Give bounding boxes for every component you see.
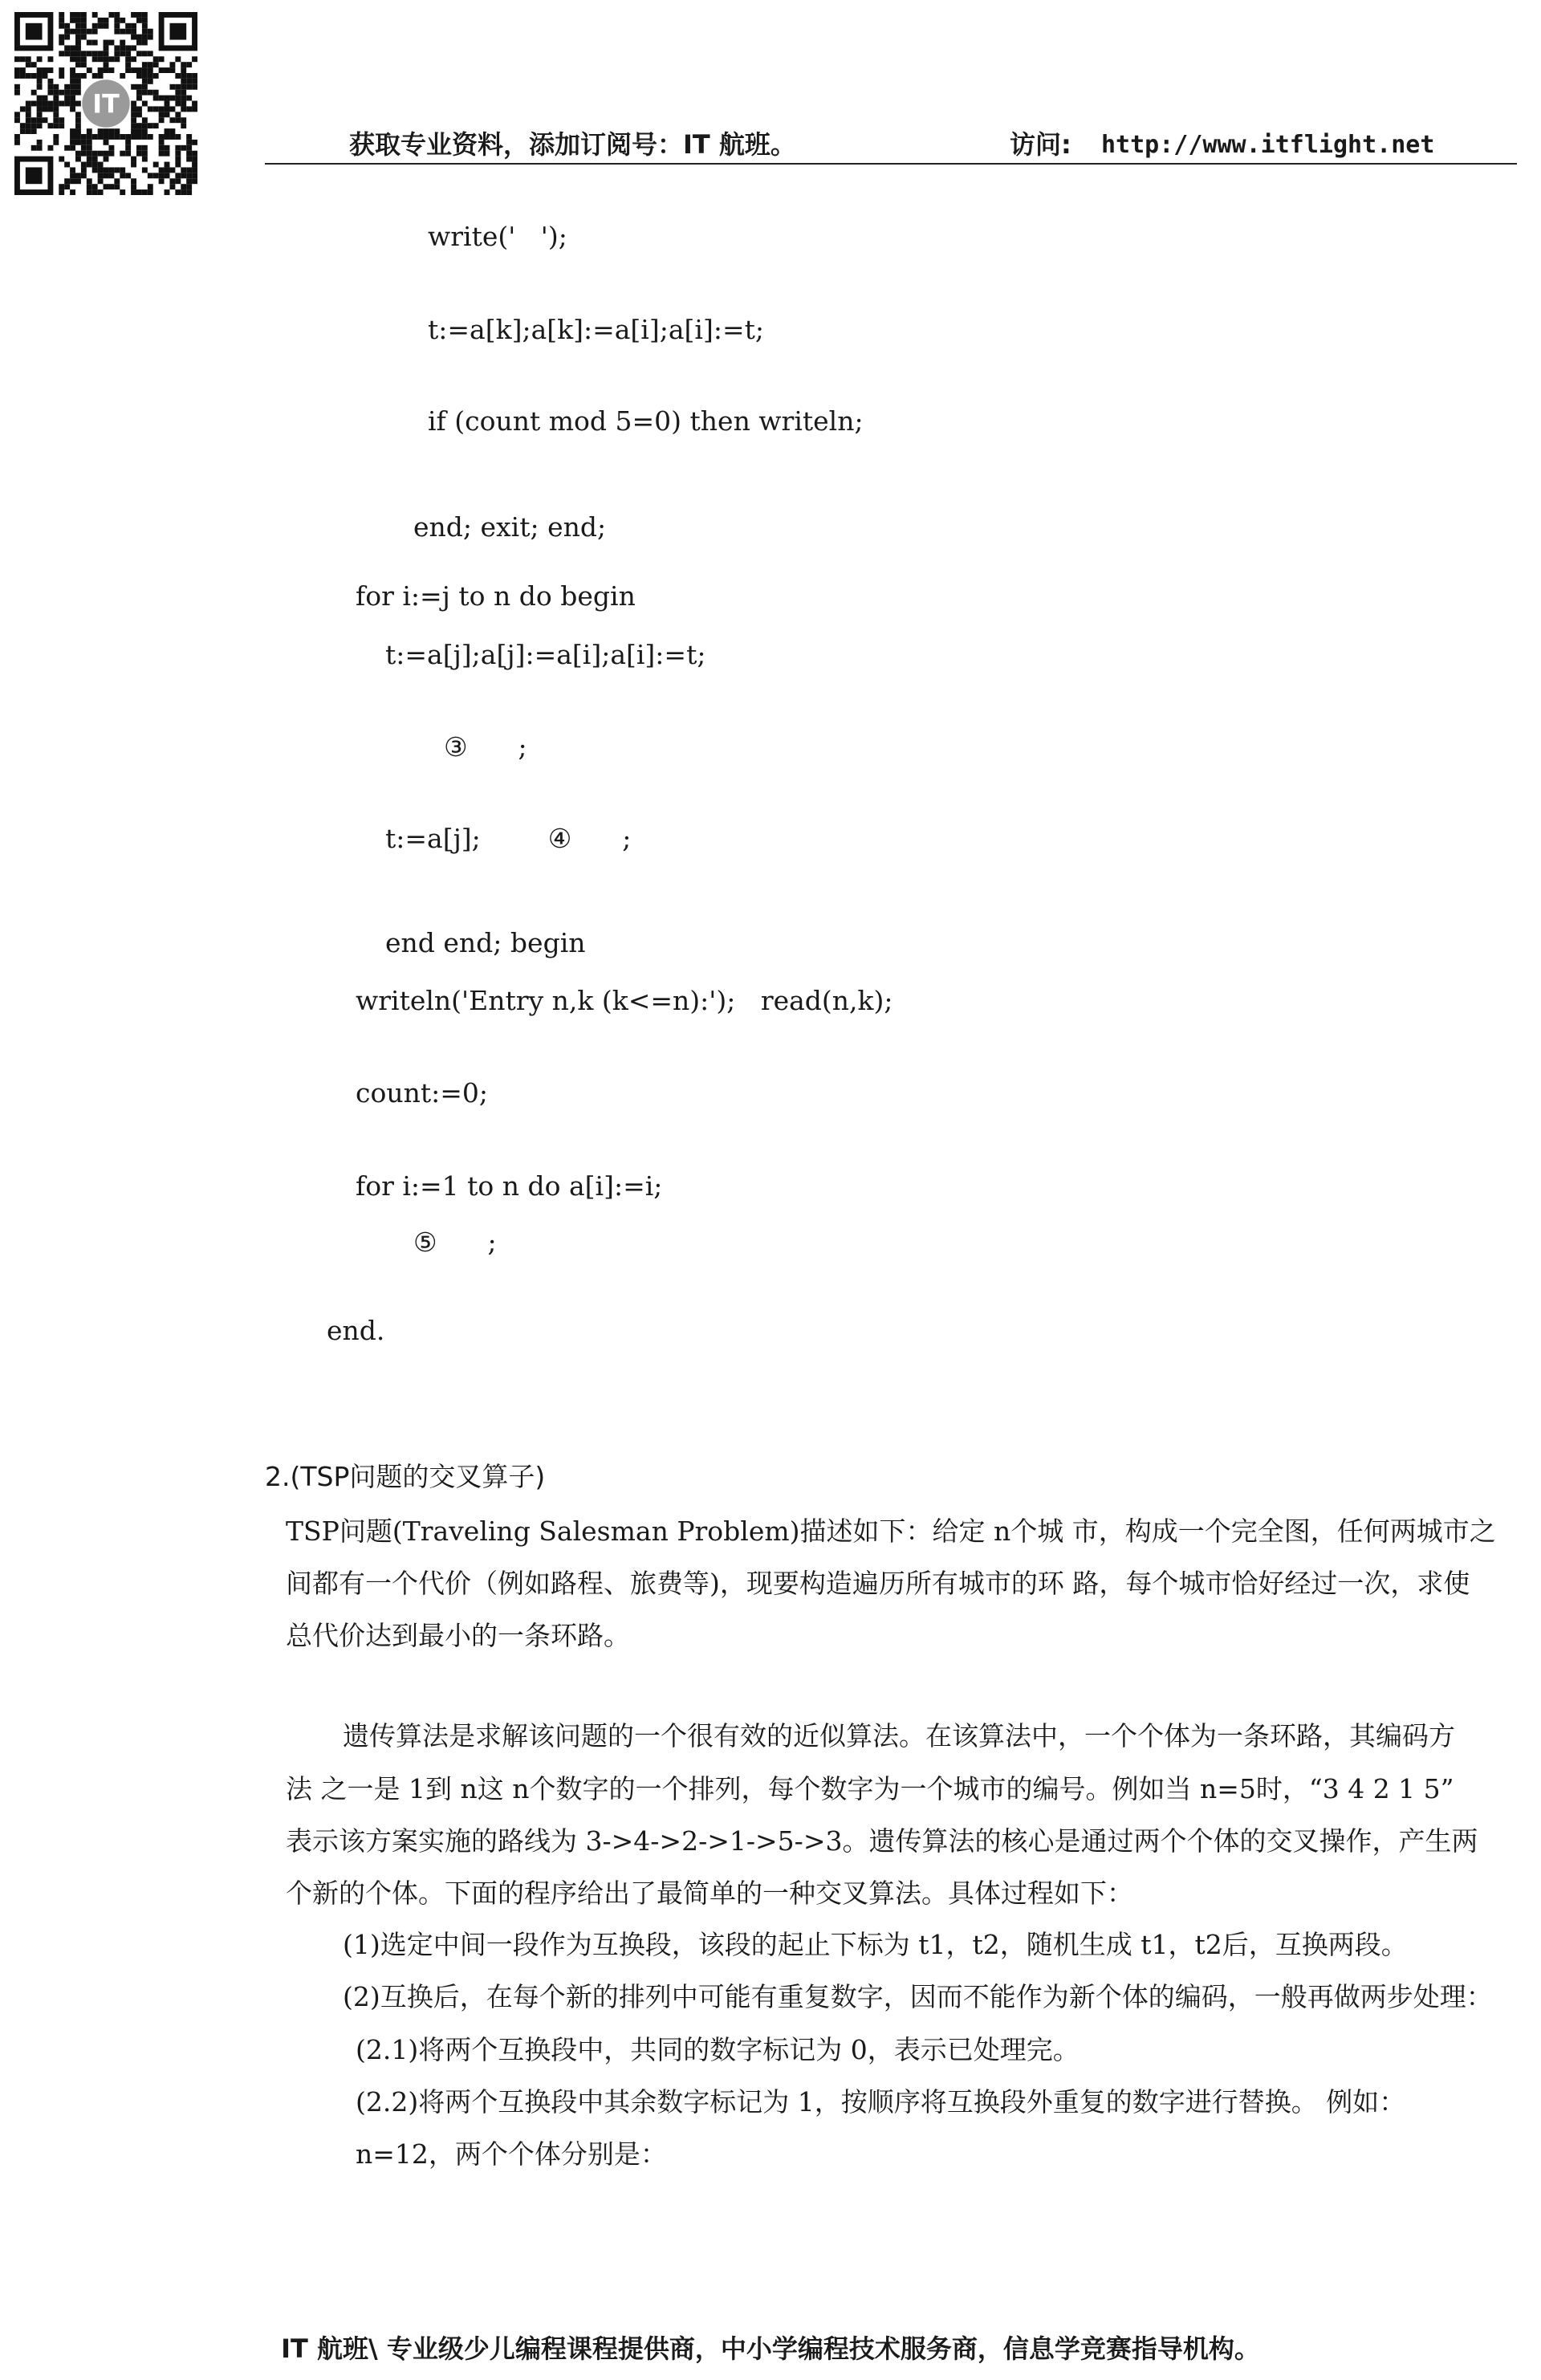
step-item: (2.1)将两个互换段中，共同的数字标记为 0，表示已处理完。 bbox=[356, 2034, 1080, 2065]
step-item: (2)互换后，在每个新的排列中可能有重复数字，因而不能作为新个体的编码，一般再做两步处理： bbox=[343, 1981, 1493, 2012]
code-line: end end; begin bbox=[385, 927, 586, 958]
code-blank-3: ③ ; bbox=[444, 731, 527, 763]
paragraph-line: 表示该方案实施的路线为 3->4->2->1->5->3。遗传算法的核心是通过两个个体的交叉操作，产生两 bbox=[286, 1825, 1478, 1857]
code-blank-5: ⑤ ; bbox=[413, 1227, 497, 1258]
code-line: write(' '); bbox=[428, 221, 567, 252]
header-visit-label: 访问: bbox=[1010, 129, 1071, 160]
paragraph-line: 遗传算法是求解该问题的一个很有效的近似算法。在该算法中，一个个体为一条环路，其编码方 bbox=[343, 1720, 1455, 1751]
page-footer: IT 航班\ 专业级少儿编程课程提供商，中小学编程技术服务商，信息学竞赛指导机构。 bbox=[281, 2333, 1260, 2364]
header-slogan: 获取专业资料，添加订阅号：IT 航班。 bbox=[349, 129, 796, 160]
code-line: t:=a[j];a[j]:=a[i];a[i]:=t; bbox=[385, 639, 706, 670]
section-heading: 2.(TSP问题的交叉算子) bbox=[265, 1461, 546, 1492]
qr-code-image bbox=[14, 12, 197, 195]
paragraph-line: TSP问题(Traveling Salesman Problem)描述如下：给定 n个城 市，构成一个完全图，任何两城市之 bbox=[286, 1515, 1496, 1547]
step-item: (2.2)将两个互换段中其余数字标记为 1，按顺序将互换段外重复的数字进行替换。 例如： bbox=[356, 2086, 1406, 2118]
code-line: end; exit; end; bbox=[413, 511, 607, 543]
paragraph-line: 总代价达到最小的一条环路。 bbox=[286, 1620, 630, 1651]
header-divider bbox=[265, 163, 1517, 165]
paragraph-line: 个新的个体。下面的程序给出了最简单的一种交叉算法。具体过程如下： bbox=[286, 1878, 1133, 1909]
code-line: for i:=1 to n do a[i]:=i; bbox=[356, 1170, 663, 1202]
code-line: if (count mod 5=0) then writeln; bbox=[428, 405, 864, 437]
qr-logo-text: IT bbox=[92, 90, 120, 120]
paragraph-line: 法 之一是 1到 n这 n个数字的一个排列，每个数字为一个城市的编号。例如当 n=5时，“3 4 2 1 5” bbox=[286, 1773, 1454, 1804]
step-item: (1)选定中间一段作为互换段，该段的起止下标为 t1，t2，随机生成 t1，t2后，互换两段。 bbox=[343, 1929, 1408, 1960]
code-line: for i:=j to n do begin bbox=[356, 580, 636, 612]
code-line: count:=0; bbox=[356, 1077, 488, 1109]
code-line: t:=a[k];a[k]:=a[i];a[i]:=t; bbox=[428, 314, 764, 345]
paragraph-line: 间都有一个代价（例如路程、旅费等)，现要构造遍历所有城市的环 路，每个城市恰好经过一次，求使 bbox=[286, 1568, 1470, 1599]
code-line: writeln('Entry n,k (k<=n):'); read(n,k); bbox=[356, 985, 893, 1016]
step-item: n=12，两个个体分别是： bbox=[356, 2138, 667, 2170]
code-blank-4: t:=a[j]; ④ ; bbox=[385, 823, 632, 854]
header-url-link[interactable]: http://www.itflight.net bbox=[1101, 131, 1435, 159]
code-line: end. bbox=[327, 1315, 385, 1346]
